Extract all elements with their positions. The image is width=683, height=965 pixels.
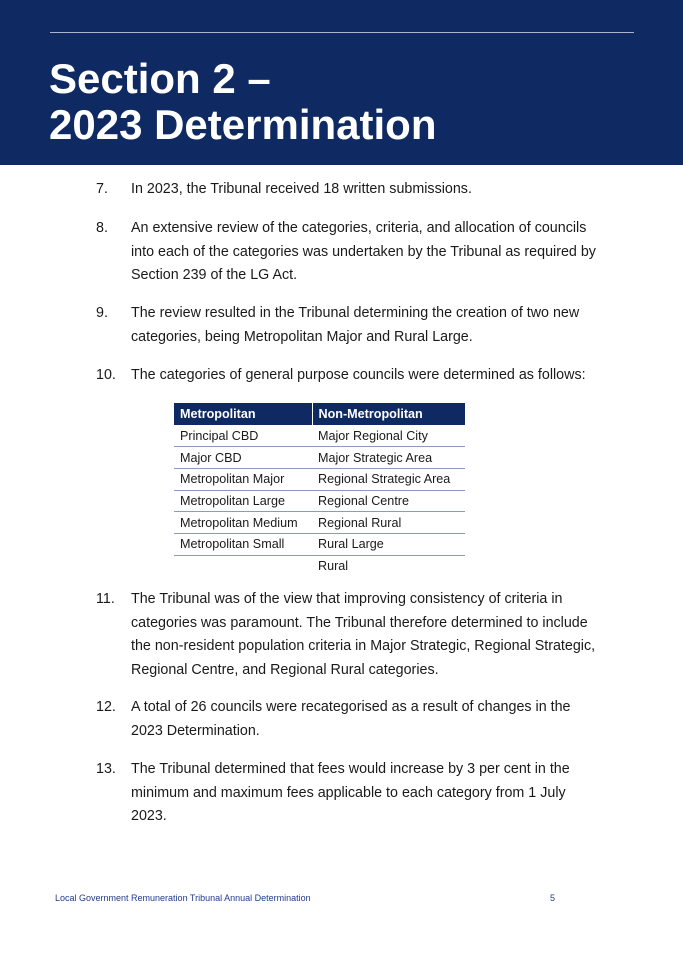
paragraph-13 xyxy=(96,758,596,829)
table-row xyxy=(174,425,465,447)
table-cell: Major Regional City xyxy=(312,425,465,447)
table-cell: Regional Strategic Area xyxy=(312,468,465,490)
council-categories-table xyxy=(174,403,465,577)
table-cell: Rural xyxy=(318,559,349,574)
section-title-line1: Section 2 – xyxy=(49,55,271,102)
paragraph-number: 12. xyxy=(96,699,116,715)
table-row xyxy=(174,512,465,534)
paragraph-text: An extensive review of the categories, criteria, and allocation of councils into each of the categories was undertaken by the Tribunal as required by Section 239 of the LG Act. xyxy=(131,220,596,283)
paragraph-number: 9. xyxy=(96,305,108,321)
table-row xyxy=(174,468,465,490)
table-row xyxy=(174,447,465,469)
paragraph-number: 11. xyxy=(96,591,115,607)
table-row xyxy=(174,533,465,555)
table-header-row xyxy=(174,403,465,425)
section-banner xyxy=(0,0,683,165)
paragraph-number: 8. xyxy=(96,220,108,236)
table-row xyxy=(174,555,465,577)
column-header-metropolitan: Metropolitan xyxy=(174,403,312,425)
table-cell: Rural Large xyxy=(312,533,465,555)
table-cell: Regional Centre xyxy=(312,490,465,512)
table-cell: Regional Rural xyxy=(312,512,465,534)
table-cell: Principal CBD xyxy=(174,425,312,447)
paragraph-text: The Tribunal determined that fees would increase by 3 per cent in the minimum and maximum fees applicable to each category from 1 July 2023. xyxy=(131,761,570,824)
table-cell: Major Strategic Area xyxy=(312,447,465,469)
footer-document-title: Local Government Remuneration Tribunal Annual Determination xyxy=(55,893,311,903)
table-row xyxy=(174,490,465,512)
section-title-line2: 2023 Determination xyxy=(49,101,437,148)
paragraph-text: The Tribunal was of the view that improving consistency of criteria in categories was paramount. The Tribunal therefore determined to include the non-resident population criteria in Major Strategic, Regional Strategic, Regional Centre, and Regional Rural categories. xyxy=(131,591,596,678)
paragraph-text: The review resulted in the Tribunal determining the creation of two new categories, being Metropolitan Major and Rural Large. xyxy=(131,305,580,345)
table-cell xyxy=(174,555,312,577)
table-cell: Metropolitan Small xyxy=(174,533,312,555)
footer-page-number: 5 xyxy=(550,893,556,903)
column-header-non-metropolitan: Non-Metropolitan xyxy=(312,403,465,425)
banner-divider xyxy=(50,32,634,33)
paragraph-number: 10. xyxy=(96,367,116,383)
paragraph-11 xyxy=(96,588,596,682)
table-cell: Metropolitan Medium xyxy=(174,512,312,534)
paragraph-7 xyxy=(96,178,596,202)
table-cell: Major CBD xyxy=(174,447,312,469)
paragraph-10 xyxy=(96,364,596,388)
paragraph-text: In 2023, the Tribunal received 18 written submissions. xyxy=(131,181,472,197)
section-title xyxy=(49,56,436,148)
paragraph-12 xyxy=(96,696,596,743)
paragraph-8 xyxy=(96,217,596,288)
paragraph-text: A total of 26 councils were recategorised as a result of changes in the 2023 Determination. xyxy=(131,699,571,739)
paragraph-text: The categories of general purpose councils were determined as follows: xyxy=(131,367,586,383)
paragraph-number: 13. xyxy=(96,761,116,777)
table-cell: Metropolitan Major xyxy=(174,468,312,490)
paragraph-9 xyxy=(96,302,596,349)
table-cell: Metropolitan Large xyxy=(174,490,312,512)
paragraph-number: 7. xyxy=(96,181,108,197)
